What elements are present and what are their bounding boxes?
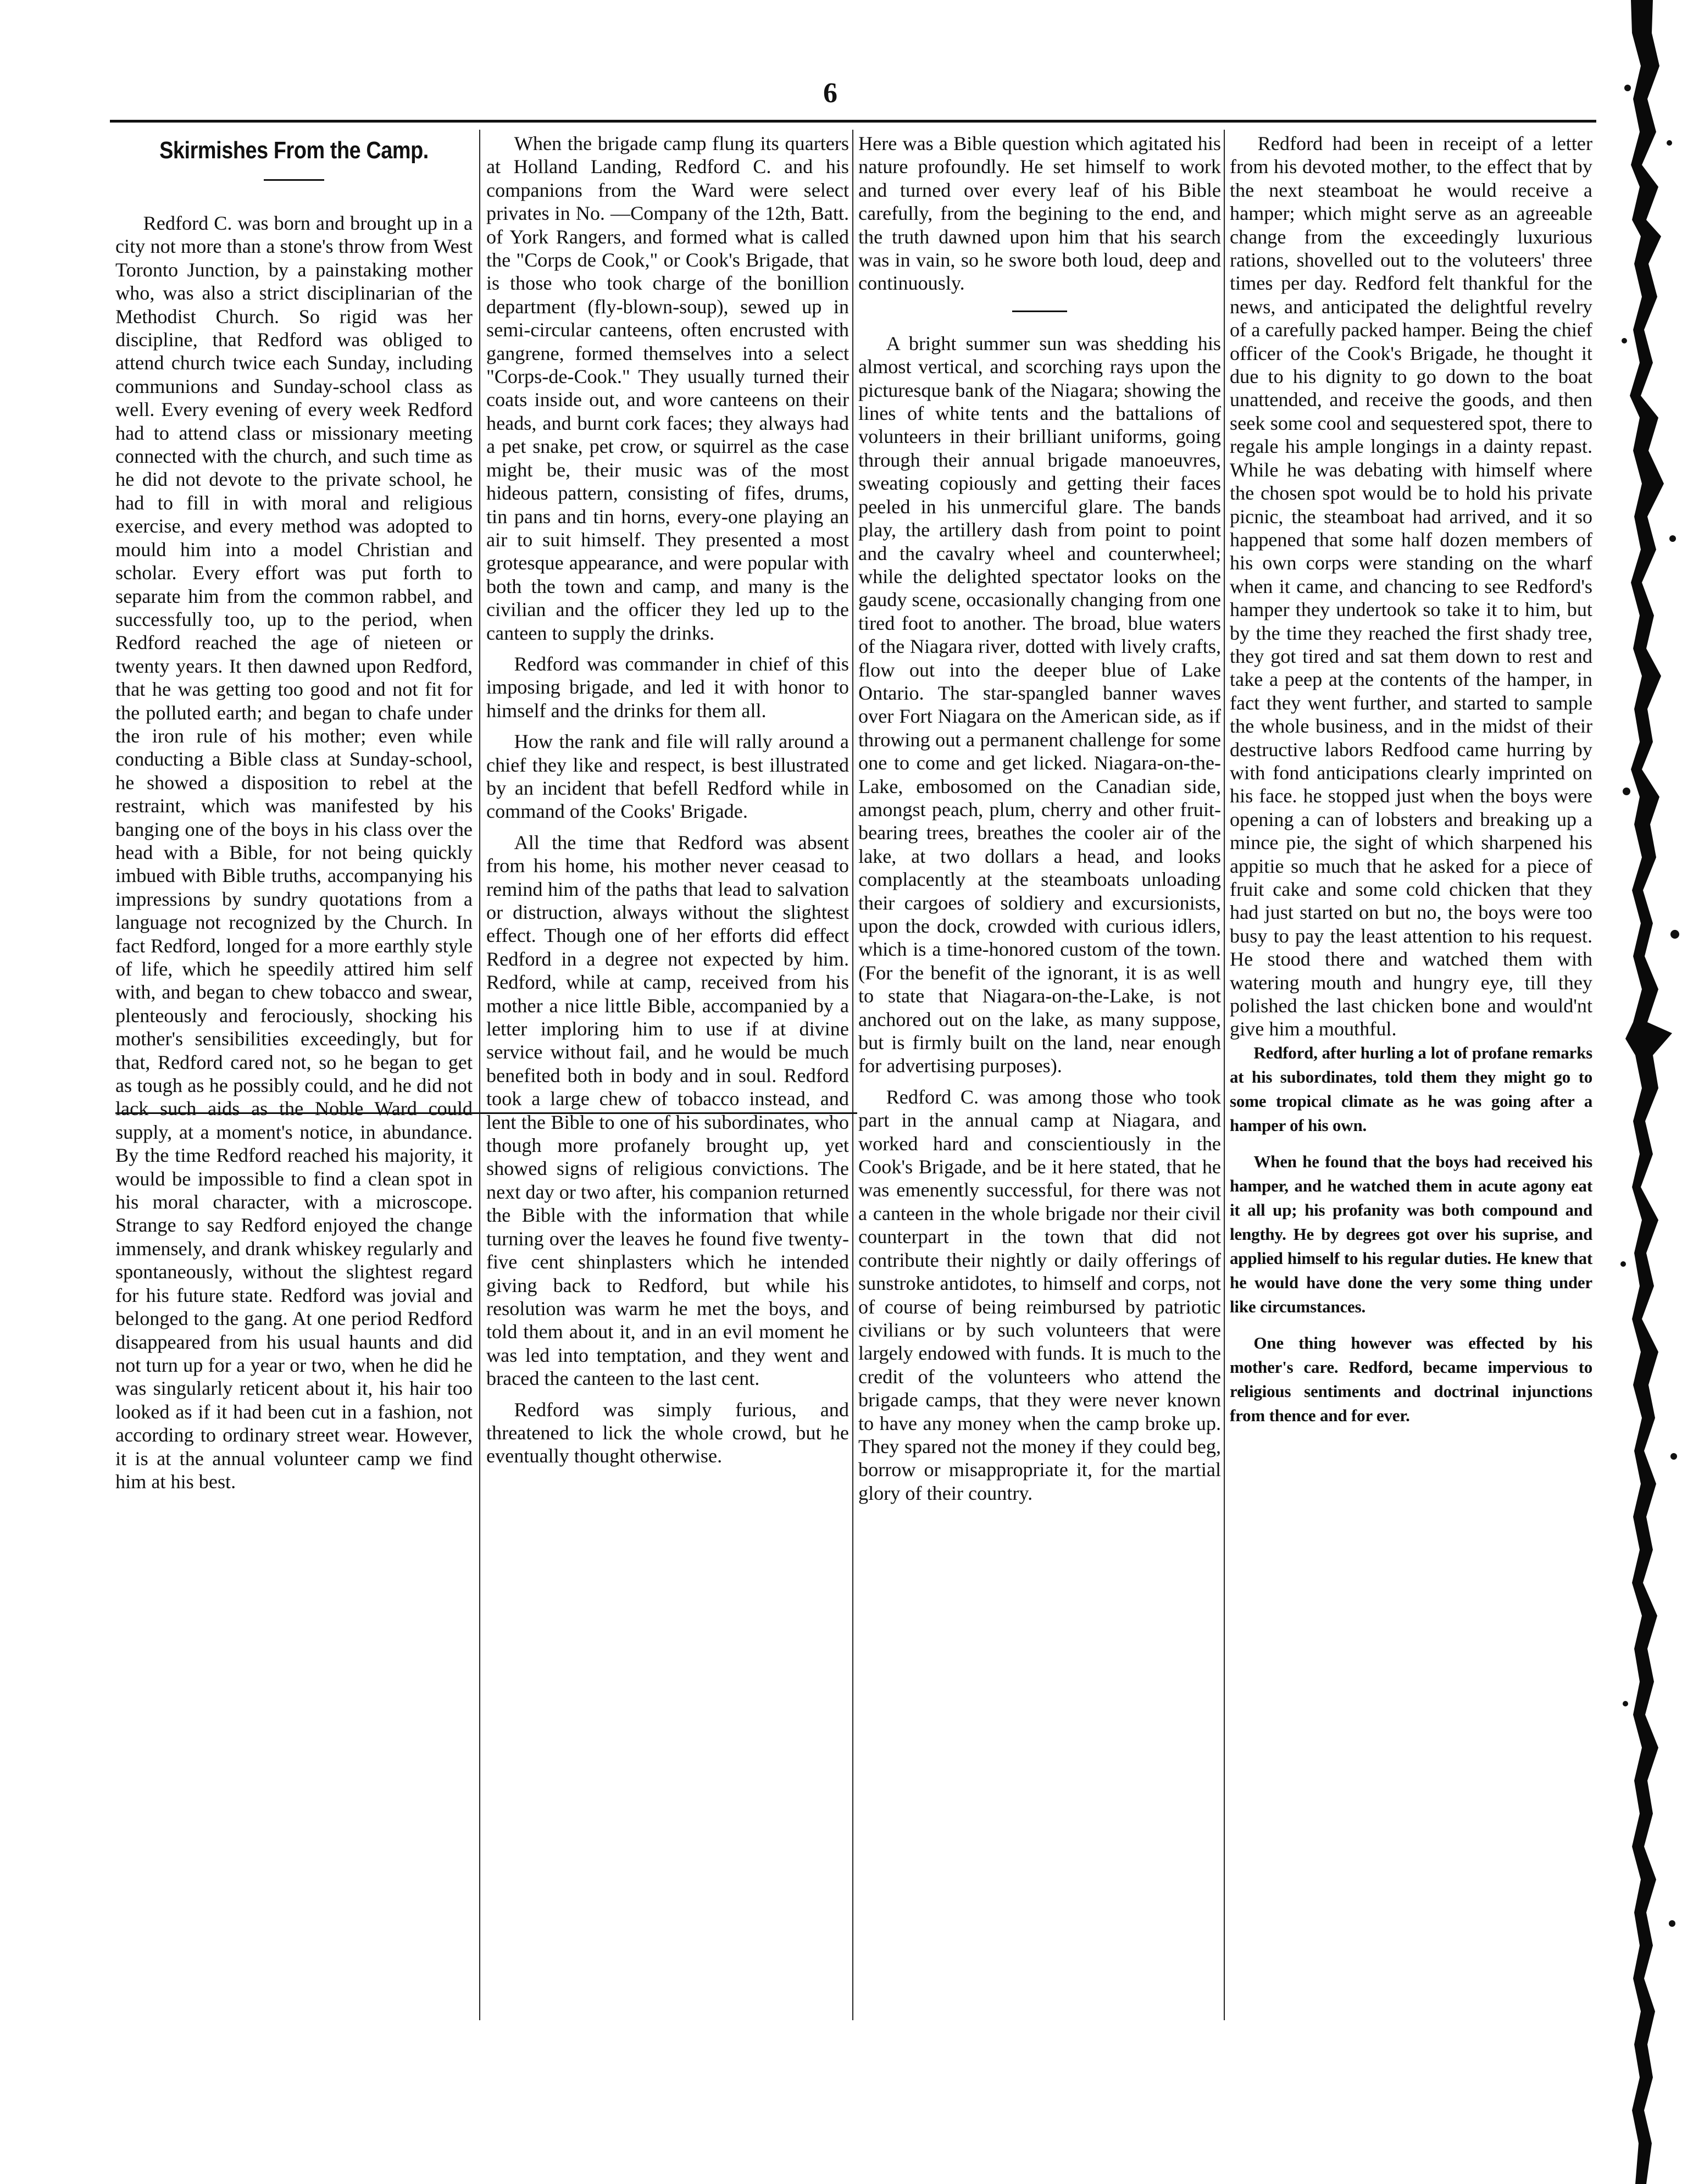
column-1	[115, 132, 473, 2028]
paragraph: All the time that Redford was absent from his home, his mother never ceasad to remind him of the paths that lead to salvation or distruction, always without the slightest effect. Though one of her efforts did effect Redford in a degree not expected by him. Redford, while at camp, received from his mother a nice little Bible, accompanied by a letter imploring him to use if at divine service without fail, and he would be much benefited both in body and in soul. Redford took a large chew of tobacco instead, and lent the Bible to one of his subordinates, who though more profanely brought up, yet showed signs of religious convictions. The next day or two after, his companion returned the Bible with the information that while turning over the leaves he found five twenty-five cent shinplasters which he intended giving back to Redford, but while his resolution was warm he met the boys, and told them about it, and in an evil moment he was led into temptation, and they went and braced the canteen to the last cent.	[486, 831, 849, 1390]
paragraph: Redford C. was born and brought up in a city not more than a stone's throw from West Toronto Junction, by a painstaking mother who, was also a strict disciplinarian of the Methodist Church. So rigid was her discipline, that Redford was obliged to attend church twice each Sunday, including communions and Sunday-school class as well. Every evening of every week Redford had to attend class or missionary meeting connected with the church, and such time as he did not devote to the private school, he had to fill in with moral and religious exercise, and every method was adopted to mould him into a model Christian and scholar. Every effort was put forth to separate him from the common rabbel, and successfully too, up to the period, when Redford reached the age of nieteen or twenty years. It then dawned upon Redford, that he was getting too good and not fit for the polluted earth; and began to chafe under the iron rule of his mother; even while conducting a Bible class at Sunday-school, he showed a disposition to rebel at the restraint, which was manifested by his banging one of the boys in his class over the head with a Bible, for not being quickly imbued with Bible truths, accompanying his impressions by sundry quotations from a language not recognized by the Church. In fact Redford, longed for a more earthly style of life, which he speedily attired him self with, and began to chew tobacco and swear, plenteously and ferociously, shocking his mother's sensibilities exceedingly, but for that, Redford cared not, so he began to get as tough as he possibly could, and he did not lack such aids as the Noble Ward could supply, at a moment's notice, in abundance. By the time Redford reached his majority, it would be impossible to find a clean spot in his moral character, with a microscope. Strange to say Redford enjoyed the change immensely, and drank whiskey regularly and spontaneously, without the slightest regard for his future state. Redford was jovial and belonged to the gang. At one period Redford disappeared from his usual haunts and did not turn up for a year or two, when he did he was singularly reticent about it, his hair too looked as if it had been cut in a fashion, not according to ordinary street wear. However, it is at the annual volunteer camp we find him at his best.	[115, 212, 473, 1493]
paragraph: Here was a Bible question which agitated his nature profoundly. He set himself to work and turned over every leaf of his Bible carefully, from the begining to the end, and the truth dawned upon him that his search was in vain, so he swore both loud, deep and continuously.	[858, 132, 1221, 295]
column-4	[1230, 132, 1592, 2028]
column-divider	[1224, 130, 1225, 2020]
paragraph: A bright summer sun was shedding his almost vertical, and scorching rays upon the picturesque bank of the Niagara; showing the lines of white tents and the battalions of volunteers in their brilliant uniforms, going through their annual brigade manoeuvres, sweating copiously and getting their faces peeled in his unmerciful glare. The bands play, the artillery dash from point to point and the cavalry wheel and counterwheel; while the delighted spectator looks on the gaudy scene, occasionally changing from one tired foot to another. The broad, blue waters of the Niagara river, dotted with lively crafts, flow out into the deeper blue of Lake Ontario. The star-spangled banner waves over Fort Niagara on the American side, as if throwing out a permanent challenge for some one to come and get licked. Niagara-on-the-Lake, embosomed on the Canadian side, amongst peach, plum, cherry and other fruit-bearing trees, breathes the cooler air of the lake, at two dollars a head, and looks complacently at the steamboats unloading their cargoes of soldiery and excursionists, upon the dock, crowded with curious idlers, which is a time-honored custom of the town. (For the benefit of the ignorant, it is as well to state that Niagara-on-the-Lake, is not anchored out on the lake, as many suppose, but is firmly built on the land, near enough for advertising purposes).	[858, 332, 1221, 1077]
paragraph: Redford had been in receipt of a letter from his devoted mother, to the effect that by the next steamboat he would receive a hamper; which might serve as an agreeable change from the exceedingly luxurious rations, shovelled out to the voluteers' three times per day. Redford felt thankful for the news, and anticipated the delightful revelry of a carefully packed hamper. Being the chief officer of the Cook's Brigade, he thought it due to his dignity to go down to the boat unattended, and receive the goods, and then seek some cool and sequestered spot, there to regale his ample longings in a dainty repast. While he was debating with himself where the chosen spot would be to hold his private picnic, the steamboat had arrived, and it so happened that some half dozen members of his own corps were standing on the wharf when it came, and chancing to see Redford's hamper they undertook so take it to him, but by the time they reached the first shady tree, they got tired and sat them down to rest and take a peep at the contents of the hamper, in fact they went further, and started to sample the whole business, and in the midst of their destructive labors Redfood came hurring by with fond anticipations clearly imprinted on his face. he stopped just when the boys were opening a can of lobsters and breaking up a mince pie, the sight of which sharpened his appitie so much that he asked for a piece of fruit cake and some cold chicken that they had just started on but no, the boys were too busy to pay the least attention to his request. He stood there and watched them with watering mouth and hungry eye, till they polished the last chicken bone and would'nt give him a mouthful.	[1230, 132, 1592, 1040]
section-break-rule	[1012, 311, 1067, 312]
column-3	[858, 132, 1221, 2028]
paragraph: When he found that the boys had received his hamper, and he watched them in acute agony eat it all up; his profanity was both compound and lengthy. He by degrees got over his suprise, and applied himself to his regular duties. He knew that he would have done the very some thing under like circumstances.	[1230, 1151, 1592, 1316]
article-headline: Skirmishes From the Camp.	[159, 137, 429, 164]
paragraph: Redford, after hurling a lot of profane remarks at his subordinates, told them they might go to some tropical climate as he was going after a hamper of his own.	[1230, 1043, 1592, 1135]
scan-edge-damage	[1620, 0, 1682, 2184]
paragraph: How the rank and file will rally around a chief they like and respect, is best illustrated by an incident that befell Redford while in command of the Cooks' Brigade.	[486, 730, 849, 823]
page-number: 6	[823, 77, 837, 109]
column-divider	[852, 130, 853, 2020]
column-divider	[479, 130, 480, 2020]
headline-rule	[264, 179, 324, 181]
paragraph: Redford was commander in chief of this imposing brigade, and led it with honor to himself and the drinks for them all.	[486, 652, 849, 722]
paragraph: When the brigade camp flung its quarters at Holland Landing, Redford C. and his companions from the Ward were select privates in No. —Company of the 12th, Batt. of York Rangers, and formed what is called the "Corps de Cook," or Cook's Brigade, that is those who took charge of the bonillion department (fly-blown-soup), sewed up in semi-circular canteens, often encrusted with gangrene, formed themselves into a select "Corps-de-Cook." They usually turned their coats inside out, and wore canteens on their heads, and burnt cork faces; they always had a pet snake, pet crow, or squirrel as the case might be, their music was of the most hideous pattern, consisting of fifes, drums, tin pans and tin horns, every-one playing an air to suit himself. They presented a most grotesque appearance, and were popular with both the town and camp, and many is the civilian and the officer they led up to the canteen to supply the drinks.	[486, 132, 849, 644]
small-type-section	[1230, 1041, 1592, 1428]
paragraph: Redford C. was among those who took part in the annual camp at Niagara, and worked hard and conscientiously in the Cook's Brigade, and be it here stated, that he was emenently successful, for there was not a canteen in the whole brigade nor their civil counterpart in the town that did not contribute their nightly or daily offerings of sunstroke antidotes, to himself and corps, not of course of being reimbursed by patriotic civilians or by such volunteers that were largely endowed with funds. It is much to the credit of the volunteers who attend the brigade camps, that they were never known to have any money when the camp broke up. They spared not the money if they could beg, borrow or misappropriate it, for the martial glory of their country.	[858, 1085, 1221, 1504]
paragraph: Redford was simply furious, and threatened to lick the whole crowd, but he eventually thought otherwise.	[486, 1398, 849, 1467]
header-rule	[110, 120, 1596, 123]
paragraph: One thing however was effected by his mother's care. Redford, became impervious to religious sentiments and doctrinal injunctions from thence and for ever.	[1230, 1333, 1592, 1425]
column-2	[486, 132, 849, 2028]
